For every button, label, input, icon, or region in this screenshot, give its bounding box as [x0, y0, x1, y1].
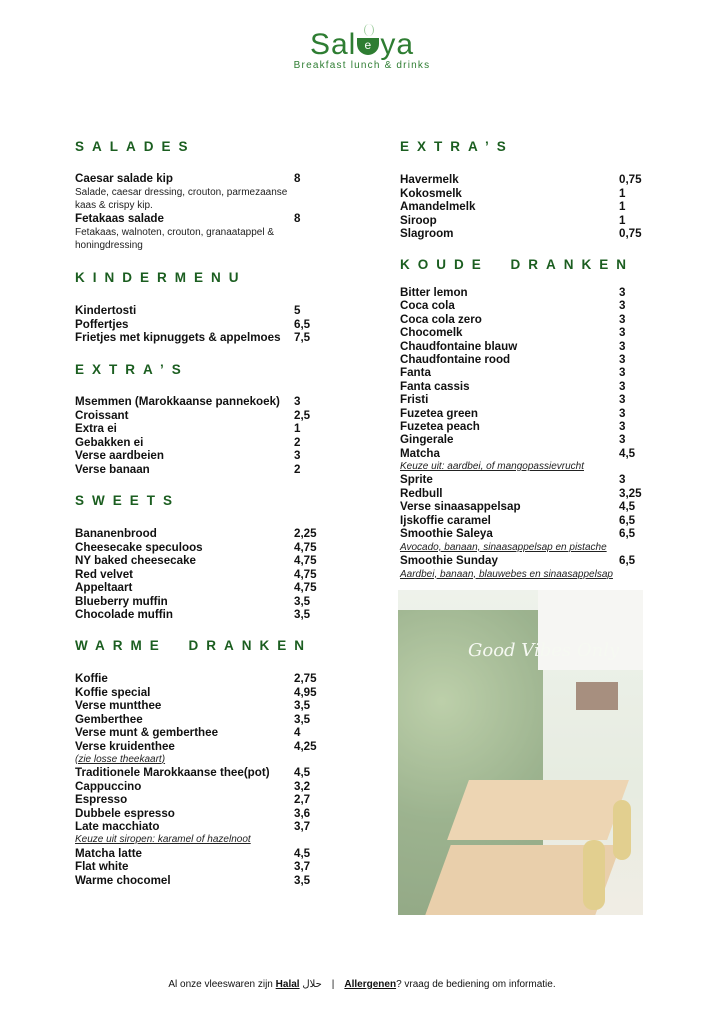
section-title-koude-dranken: KOUDE DRANKEN: [400, 257, 635, 272]
item-name: Chaudfontaine blauw: [400, 339, 518, 353]
item-name: Sprite: [400, 473, 433, 487]
item-price: 3,7: [294, 820, 311, 833]
item-price: 1: [619, 213, 626, 227]
item-name: Verse banaan: [75, 462, 150, 476]
item-note: Avocado, banaan, sinaasappelsap en pistache: [400, 541, 607, 553]
item-price: 2: [294, 462, 301, 476]
tagline: Breakfast lunch & drinks: [293, 60, 431, 71]
item-price: 3,25: [619, 486, 642, 500]
section-title-sweets: SWEETS: [75, 493, 181, 508]
menu-item: [400, 500, 655, 513]
menu-item: [75, 793, 320, 806]
item-price: 1: [294, 422, 301, 435]
item-price: 3: [619, 406, 626, 420]
menu-item: [400, 420, 655, 433]
cafe-interior-photo: [398, 590, 643, 915]
item-price: 3: [294, 395, 301, 408]
halal-link: Halal: [275, 979, 300, 990]
item-price: 3: [294, 449, 301, 462]
menu-item: [400, 380, 655, 393]
menu-item: [75, 766, 320, 779]
item-note: Keuze uit: aardbei, of mangopassievrucht: [400, 461, 584, 472]
allergenen-link: Allergenen: [344, 979, 397, 990]
menu-item: [400, 313, 655, 326]
menu-item: [75, 847, 320, 860]
item-name: Matcha latte: [75, 846, 143, 860]
menu-item: [75, 807, 320, 820]
section-title-warme-dranken: WARME DRANKEN: [75, 638, 312, 653]
item-note: (zie losse theekaart): [75, 753, 166, 765]
menu-item: [75, 422, 320, 435]
item-name: Fanta cassis: [400, 379, 470, 393]
menu-item: [400, 447, 655, 460]
footer-text-1: Al onze vleeswaren zijn: [168, 979, 276, 990]
menu-item: [75, 780, 320, 793]
item-price: 3,5: [294, 712, 311, 726]
item-price: 3: [619, 393, 626, 407]
item-name: Caesar salade kip: [75, 172, 173, 185]
item-price: 6,5: [294, 317, 311, 331]
section-title-salades: SALADES: [75, 139, 196, 154]
item-price: 3: [619, 379, 626, 393]
item-name: Coca cola: [400, 299, 455, 313]
item-name: Bitter lemon: [400, 286, 468, 299]
item-name: Frietjes met kipnuggets & appelmoes: [75, 331, 281, 344]
item-price: 3: [619, 366, 626, 380]
item-price: 3: [619, 353, 626, 366]
menu-item: [400, 286, 655, 299]
item-price: 3,7: [294, 860, 311, 873]
item-name: Traditionele Marokkaanse thee(pot): [75, 766, 270, 779]
item-name: Cheesecake speculoos: [75, 540, 203, 554]
item-name: Verse munt & gemberthee: [75, 726, 219, 739]
item-price: 3: [619, 420, 626, 433]
logo-text-left: Sal: [309, 28, 357, 61]
item-name: Red velvet: [75, 567, 133, 581]
item-note: Keuze uit siropen: karamel of hazelnoot: [75, 834, 251, 845]
item-name: Late macchiato: [75, 820, 160, 833]
menu-item: [400, 433, 655, 446]
item-price: 4: [294, 726, 301, 739]
item-name: Chocomelk: [400, 326, 463, 340]
item-name: Fetakaas salade: [75, 212, 164, 225]
item-price: 2,5: [294, 408, 311, 422]
item-name: Fanta: [400, 366, 431, 380]
item-price: 4,95: [294, 685, 317, 699]
neon-sign: Good Vibes Only: [468, 640, 620, 661]
menu-item: [400, 340, 655, 353]
item-name: Amandelmelk: [400, 200, 476, 213]
item-price: 3: [619, 326, 626, 340]
item-price: 4,75: [294, 581, 317, 594]
menu-item: [400, 366, 655, 379]
menu-item: [400, 407, 655, 420]
menu-item: [400, 527, 655, 540]
item-price: 1: [619, 200, 626, 213]
item-name: NY baked cheesecake: [75, 554, 196, 567]
item-name: Chaudfontaine rood: [400, 353, 511, 366]
menu-item: [400, 554, 655, 567]
item-price: 2,75: [294, 672, 317, 685]
item-name: Blueberry muffin: [75, 594, 168, 608]
item-name: Verse kruidenthee: [75, 739, 175, 753]
item-name: Kindertosti: [75, 304, 137, 317]
section-title-kindermenu: KINDERMENU: [75, 270, 247, 285]
item-name: Gebakken ei: [75, 435, 144, 449]
item-name: Koffie: [75, 672, 108, 685]
logo-wordmark: [310, 28, 414, 62]
item-price: 4,75: [294, 540, 317, 554]
menu-item: [400, 187, 655, 200]
item-price: 7,5: [294, 331, 311, 344]
item-name: Gemberthee: [75, 712, 143, 726]
menu-item: [75, 172, 320, 185]
menu-item: [400, 487, 655, 500]
logo: [0, 28, 724, 71]
item-price: 4,75: [294, 554, 317, 567]
logo-text-right: ya: [380, 28, 415, 61]
item-name: Kokosmelk: [400, 186, 462, 200]
menu-item: [75, 874, 320, 887]
logo-cup-letter: e: [364, 38, 373, 52]
footer-separator: |: [331, 979, 335, 990]
item-description: Fetakaas, walnoten, crouton, granaatappel & honingdressing: [75, 227, 275, 252]
item-price: 4,25: [294, 739, 317, 753]
menu-item: [75, 699, 320, 712]
item-name: Croissant: [75, 408, 129, 422]
menu-item: [75, 212, 320, 225]
menu-item: [75, 541, 320, 554]
item-name: Cappuccino: [75, 779, 142, 793]
item-name: Smoothie Saleya: [400, 527, 493, 540]
menu-item: [75, 595, 320, 608]
item-name: Bananenbrood: [75, 527, 157, 540]
table: [447, 780, 629, 840]
item-price: 6,5: [619, 513, 636, 527]
menu-item: [400, 473, 655, 486]
menu-item: [400, 393, 655, 406]
menu-item: [400, 514, 655, 527]
menu-item: [75, 740, 320, 753]
menu-item: [75, 608, 320, 621]
menu-item: [400, 299, 655, 312]
menu-item: [75, 581, 320, 594]
item-name: Verse aardbeien: [75, 449, 164, 462]
item-name: Verse muntthee: [75, 699, 162, 712]
item-price: 8: [294, 172, 301, 185]
item-name: Appeltaart: [75, 581, 133, 594]
item-price: 4,5: [294, 766, 311, 779]
item-name: Gingerale: [400, 433, 454, 447]
item-name: Redbull: [400, 486, 443, 500]
item-name: Espresso: [75, 793, 128, 806]
item-price: 3: [619, 299, 626, 313]
menu-item: [75, 331, 320, 344]
item-price: 3: [619, 433, 626, 447]
menu-item: [75, 686, 320, 699]
item-name: Smoothie Sunday: [400, 554, 498, 567]
item-price: 8: [294, 212, 301, 225]
item-name: Coca cola zero: [400, 312, 482, 326]
item-price: 4,5: [619, 500, 636, 514]
item-price: 4,75: [294, 567, 317, 581]
menu-item: [75, 395, 320, 408]
item-price: 2,25: [294, 527, 317, 540]
item-name: Warme chocomel: [75, 873, 171, 887]
item-name: Fristi: [400, 393, 429, 407]
footer-text-2: ? vraag de bediening om informatie.: [396, 979, 556, 990]
item-name: Fuzetea green: [400, 406, 478, 420]
item-price: 2: [294, 435, 301, 449]
menu-item: [400, 200, 655, 213]
item-name: Havermelk: [400, 173, 459, 186]
footer: [0, 979, 724, 990]
item-price: 4,5: [619, 446, 636, 460]
item-name: Dubbele espresso: [75, 806, 175, 820]
menu-item: [75, 436, 320, 449]
item-name: Koffie special: [75, 685, 151, 699]
item-price: 3,5: [294, 699, 311, 712]
menu-item: [75, 463, 320, 476]
item-name: Siroop: [400, 213, 437, 227]
section-title-extras: EXTRA’S: [75, 362, 189, 377]
menu-item: [75, 527, 320, 540]
chair: [583, 840, 605, 910]
item-price: 6,5: [619, 554, 636, 567]
item-name: Ijskoffie caramel: [400, 513, 491, 527]
item-price: 0,75: [619, 227, 642, 240]
menu-item: [75, 318, 320, 331]
item-price: 3,5: [294, 594, 311, 608]
menu-item: [75, 672, 320, 685]
item-name: Fuzetea peach: [400, 420, 480, 433]
menu-item: [75, 820, 320, 833]
item-name: Extra ei: [75, 422, 117, 435]
item-price: 3: [619, 473, 626, 487]
item-name: Msemmen (Marokkaanse pannekoek): [75, 395, 280, 408]
item-name: Verse sinaasappelsap: [400, 500, 521, 514]
menu-item: [400, 353, 655, 366]
item-price: 3: [619, 312, 626, 326]
item-price: 0,75: [619, 173, 642, 186]
item-price: 3,2: [294, 779, 311, 793]
menu-item: [75, 409, 320, 422]
item-price: 3: [619, 339, 626, 353]
halal-arabic: حلال: [299, 979, 322, 990]
cup-icon: [357, 38, 379, 55]
item-name: Poffertjes: [75, 317, 129, 331]
item-name: Chocolade muffin: [75, 608, 173, 621]
item-price: 3,5: [294, 873, 311, 887]
item-name: Matcha: [400, 446, 440, 460]
item-note: Aardbei, banaan, blauwebes en sinaasappelsap: [400, 568, 613, 580]
menu-item: [400, 173, 655, 186]
menu-item: [75, 304, 320, 317]
menu-item: [75, 449, 320, 462]
item-description: Salade, caesar dressing, crouton, parmezaanse kaas & crispy kip.: [75, 187, 288, 212]
item-name: Slagroom: [400, 227, 454, 240]
item-price: 3,6: [294, 806, 311, 820]
menu-item: [400, 326, 655, 339]
menu-item: [75, 726, 320, 739]
item-price: 3,5: [294, 608, 311, 621]
menu-item: [400, 214, 655, 227]
item-price: 3: [619, 286, 626, 299]
tv-screen: [576, 682, 618, 710]
item-price: 2,7: [294, 793, 311, 806]
menu-item: [75, 713, 320, 726]
section-title-extras-right: EXTRA’S: [400, 139, 514, 154]
chair: [613, 800, 631, 860]
item-price: 4,5: [294, 846, 311, 860]
item-price: 6,5: [619, 527, 636, 540]
menu-item: [75, 568, 320, 581]
menu-item: [75, 860, 320, 873]
menu-item: [400, 227, 655, 240]
menu-item: [75, 554, 320, 567]
item-name: Flat white: [75, 860, 129, 873]
item-price: 1: [619, 186, 626, 200]
item-price: 5: [294, 304, 301, 317]
